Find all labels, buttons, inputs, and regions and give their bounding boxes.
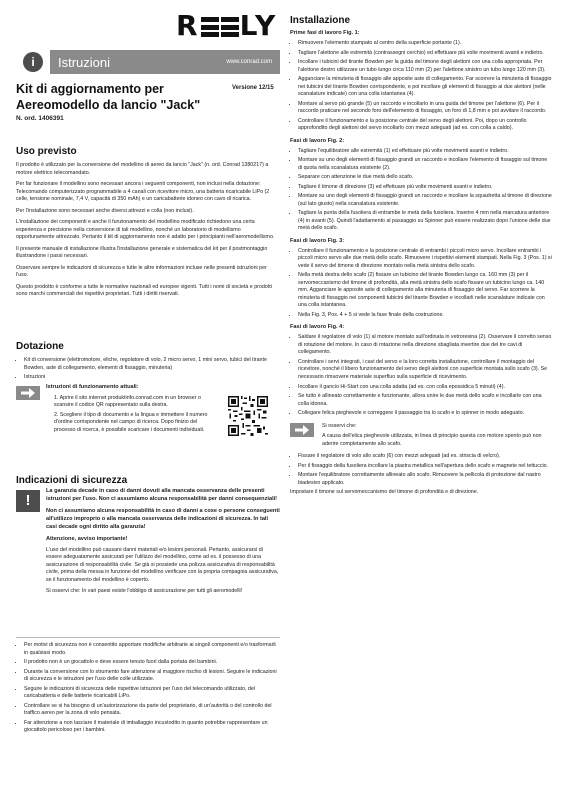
list-item: • Agganciare la minuteria di fissaggio alle apposite aste di collegamento. Far scorrere la minuteria di fissaggio nei tubicini del tirante Bowden corrispondente, e poi incollare gli elementi di fissaggio ai due alettoni (nelle scanalature indicate) con una colla istantanea (4). bbox=[298, 76, 552, 99]
list-item: • Controllare il funzionamento e la posizione centrale del servo degli alettoni. Poi, dopo un controllo approfondito degli alettoni del servo incollarlo con mezzi adeguati (ad es. con colla a caldo). bbox=[298, 118, 552, 133]
section-dotazione bbox=[16, 340, 280, 384]
paragraph: Per far funzionare il modellino sono necessari ancora i seguenti componenti, non inclusi nella dotazione: Telecomando computerizzato programmabile a 4 canali con ricevitore micro, una batteria ricaricabile LiPo (2 celle, tensione nominale, 7,4 V, capacità di 350 mAh) e un caricabatterie idoneo con cavo di ricarica. bbox=[16, 181, 270, 203]
safety-box bbox=[46, 488, 280, 600]
list-item: • Montare al servo più grande (5) un raccordo e incollarlo in una guida del timone per l'alettone (6). Per il raccordo praticare nel secondo foro dell'elemento di fissaggio, un foro di 1,8 mm e poi avvitare il raccordo. bbox=[298, 101, 552, 116]
list-item: • Controllare il funzionamento e la posizione centrale di entrambi i piccoli micro servo. Incollare entrambi i piccoli micro servo alle due metà dello scafo. Rimuovere i rispettivi elementi stampati. Nella Fig. 3 (Pos. 1) si vede il servo del timone di direzione montato nella metà sinistra dello scafo. bbox=[298, 248, 552, 271]
list-item: • Durante la conversione con lo strumento fare attenzione al maggiore rischio di lesioni. Seguire le indicazioni di sicurezza e le istruzioni per l'uso delle colle utilizzate. bbox=[24, 669, 280, 684]
list-item: • Nella Fig. 3, Pos. 4 + 5 si vede la fase finale della costruzione. bbox=[298, 312, 552, 320]
info-icon: i bbox=[23, 52, 43, 72]
version-label: Versione 12/15 bbox=[232, 85, 274, 91]
paragraph: Osservare sempre le indicazioni di sicurezza e tutte le altre informazioni incluse nelle presenti istruzioni per l'uso. bbox=[16, 264, 267, 279]
list-item: • Il prodotto non è un giocattolo e deve essere tenuto fuori dalla portata dei bambini. bbox=[24, 659, 280, 667]
list-item: • Istruzioni bbox=[24, 374, 280, 382]
attention-label: Attenzione, avviso importante! bbox=[46, 535, 128, 542]
list-item: • Montare su uno degli elementi di fissaggio grandi un raccordo e incollare la squadretta al timone di direzione (sul lato giusto) nella scanalatura esistente. bbox=[298, 193, 552, 208]
step-2: 2. Scegliere il tipo di documento e la lingua e immettere il numero d'ordine corrispondente nel campo di ricerca. Dopo finizio del processo di ricerca, è possibile scaricare i documenti individuati. bbox=[54, 411, 208, 433]
list-item: • Controllare se si ha bisogno di un'autorizzazione da parte del proprietario, di un'autorità o del controllo del traffico aereo per la zona di volo pensata. bbox=[24, 703, 280, 718]
closing-text: Impostare il timone sul servomeccanismo del timone di profondità e di direzione. bbox=[290, 489, 479, 496]
list-item: • Per il fissaggio della fusoliera incollare la piastra metallica nell'apertura dello scafo e magnete nel tettuccio. bbox=[298, 463, 552, 471]
fig4-title: Fasi di lavoro Fig. 4: bbox=[290, 324, 345, 331]
warning-icon: ! bbox=[16, 490, 40, 512]
download-title: Istruzioni di funzionamento attuali: bbox=[46, 384, 139, 390]
qr-code-icon[interactable] bbox=[228, 396, 268, 436]
list-item: • Tagliare la punta della fusoliera di entrambe le metà della fusoliera. Inserire 4 mm nella marcatura anteriore (4) in avanti (5). Quindi l'adattamento al passaggio su Spinner può essere realizzato dopo l'unione delle due metà dello scafo. bbox=[298, 210, 552, 233]
list-item: • Incollare i tubicini del tirante Bowden per la guida del timone degli alettoni con una colla appropriata. Per l'alettone destro utilizzare un tubo lungo circa 110 mm (2) per l'alettone sinistro un tubo lungo 120 mm (3). bbox=[298, 59, 552, 74]
list-item: • Rimuovere l'elemento stampato al centro della superficie portante (1). bbox=[298, 40, 552, 48]
arrow-right-icon bbox=[295, 425, 309, 435]
insurance-paragraph: L'uso del modellino può causare danni materiali e/o lesioni personali. Pertanto, assicurarsi di essere adeguatamente assicurati per l'utilizzo del modellino, come ad es. il possesso di una assicurazione di responsabilità civile. Se già si possiede una polizza assicurativa di responsabilità civile, prima della messa in funzione del modellino verificare con la propria compagnia assicurativa, se il funzionamento del modellino è coperto. bbox=[46, 546, 279, 583]
list-item: • Tagliare il timone di direzione (3) ed effettuare più volte movimenti avanti e indietro. bbox=[298, 184, 552, 192]
warranty-notice: La garanzia decade in caso di danni dovuti alla mancata osservanza delle presenti istruzioni per l'uso. Non ci assumiamo alcuna responsabilità per danni consequenziali! bbox=[46, 488, 278, 502]
section-installazione bbox=[290, 14, 552, 501]
liability-notice: Non ci assumiamo alcuna responsabilità in caso di danni a cose o persone conseguenti all'utilizzo improprio o alla mancata osservanza delle indicazioni di sicurezza. In tali casi decade ogni diritto alla garanzia! bbox=[46, 507, 280, 530]
info-icon-box bbox=[16, 50, 50, 74]
list-item: • Per motivi di sicurezza non è consentito apportare modifiche arbitrarie ai singoli componenti e/o trasformarli in qualsiasi modo. bbox=[24, 642, 280, 657]
note-box bbox=[290, 423, 552, 449]
list-item: • Seguire le indicazioni di sicurezza delle rispettive istruzioni per l'uso del telecomando utilizzato, del caricabatteria e delle batterie ricaricabili LiPo. bbox=[24, 686, 280, 701]
list-item: • Far attenzione a non lasciare il materiale di imballaggio incustodito in quanto potrebbe rappresentare un giocattolo pericoloso per i bambini. bbox=[24, 720, 280, 735]
paragraph: Questo prodotto è conforme a tutte le normative nazionali ed europee vigenti. Tutti i nomi di società e prodotti sono marchi commerciali dei rispettivi proprietari. Tutti i diritti riservati. bbox=[16, 283, 272, 298]
fig2-title: Fasi di lavoro Fig. 2: bbox=[290, 137, 345, 144]
paragraph: Il prodotto è utilizzato per la conversione del modellino di aereo da lancio "Jack" (n. ord. Conrad 1380217) a motore elettrico telecomandato. bbox=[16, 162, 269, 176]
note-title: Si osservi che: bbox=[322, 422, 357, 429]
list-item: • Collegare felica pieghevole e correggere il passaggio tra lo scafo e lo spinner in modo adeguato. bbox=[298, 410, 552, 418]
order-number: N. ord. 1406391 bbox=[16, 115, 64, 122]
heading-sicurezza: Indicazioni di sicurezza bbox=[16, 475, 128, 486]
fig3-title: Fasi di lavoro Fig. 3: bbox=[290, 237, 345, 244]
list-item: • Montare l'equilibratore correttamente allineato allo scafo. Rimuovere la pellicola di protezione dal nastro biadesivo applicato. bbox=[298, 472, 552, 487]
heading-dotazione: Dotazione bbox=[16, 341, 64, 352]
banner-label: Istruzioni bbox=[58, 55, 111, 70]
page-title: Kit di aggiornamento per Aereomodello da lancio "Jack" bbox=[16, 82, 201, 112]
paragraph: Il presente manuale di installazione illustra l'installazione generale e sistematica del kit per il postmontaggio illustrandone i passi necessari. bbox=[16, 245, 268, 260]
safety-list bbox=[16, 642, 280, 737]
list-item: • Kit di conversione (elettromotore, eliche, regolatore di volo, 2 micro servo, 1 mini servo, tubici del tirante Bowden, aste di collegamento, elementi di fissaggio, minuteria) bbox=[24, 357, 280, 372]
step-1: 1. Aprire il sito internet produktinfo.conrad.com in un browser o scansire il codice QR rappresentato sulla destra. bbox=[54, 394, 201, 409]
fig1-title: Prime fasi di lavoro Fig. 1: bbox=[290, 30, 360, 37]
note-text: A causa dell'elica pieghevole utilizzata, in linea di principio questa con motore spento può non aderire completamente allo scafo. bbox=[322, 433, 542, 447]
arrow-right-icon bbox=[21, 388, 35, 398]
header-banner bbox=[16, 50, 280, 74]
brand-logo: R LY bbox=[176, 9, 278, 42]
heading-uso-previsto: Uso previsto bbox=[16, 146, 77, 157]
arrow-icon-box bbox=[16, 386, 40, 400]
list-item: • Nella metà destra dello scafo (2) fissare un tubicino del tirante Bowden lungo ca. 160 mm (3) per il servomeccanismo del timone di profondità, alla metà sinistra dello scafo fissare un tubicino lungo ca. 140 mm. Agganciare le apposite aste di collegamento alla minuteria di fissaggio del servo. Far scorrere la minuteria di fissaggio nei componenti tubicini del tirante Bowden e incollarli nelle scanalature indicate con una colla istantanea. bbox=[298, 272, 552, 310]
paragraph: L'installazione dei componenti e anche il funzionamento del modellino modificato richiedono una certa esperienza e precisione nella conversione di tali modellino, nonché un laboratorio di modellismo opportunamente attrezzato. Pertanto il kit di aggiornamento non è adatto per i principianti nell'aeromodellismo. bbox=[16, 219, 275, 241]
paragraph: Per l'installazione sono necessari anche diversi attrezzi e colla (non inclusi). bbox=[16, 207, 194, 214]
heading-installazione: Installazione bbox=[290, 15, 351, 26]
list-item: • Separare con attenzione le due metà dello scafo. bbox=[298, 174, 552, 182]
list-item: • Se tutto è allineato correttamente e funzionante, allora unire le due metà dello scafo e incollarle con una colla idonea. bbox=[298, 393, 552, 408]
insurance-note: Si osservi che: In vari paesi esiste l'obbligo di assicurazione per tutti gli aeromodelli! bbox=[46, 588, 243, 595]
list-item: • Tagliare l'equilibratore alle estremità (1) ed effettuare più volte movimenti avanti e indietro. bbox=[298, 148, 552, 156]
list-item: • Saldare il regolatore di volo (1) al motore montato sull'ordinata in vetroresina (2). Osservare il corretto senso di rotazione del motore. In caso di rotazione nella direzione sbagliata invertire due dei tre cavi di collegamento. bbox=[298, 334, 552, 357]
banner-url[interactable]: www.conrad.com bbox=[226, 59, 272, 65]
instructions-download bbox=[46, 384, 214, 435]
divider bbox=[16, 637, 280, 638]
arrow-icon-box bbox=[290, 423, 314, 437]
list-item: • Controllare i servi integrati, i cavi del servo e la loro corretta installazione, controllare il montaggio del ricevitore, nonché il libero funzionamento del servo degli alettoni con superficie montata sullo scafo (3). Se necessario rimuovere materiale superfluo sulla superficie di ricevimento. bbox=[298, 359, 552, 382]
list-item: • Fissare il regolatore di volo allo scafo (6) con mezzi adeguati (ad es. striscia di velcro). bbox=[298, 453, 552, 461]
list-item: • Montare su uno degli elementi di fissaggio grandi un raccordo e incollare l'elemento di fissaggio sul timone di quota nella scanalatura esistente (2). bbox=[298, 157, 552, 172]
section-sicurezza bbox=[16, 474, 280, 488]
list-item: • Tagliare l'alettone alle estremità (contrassegni cerchio) ed effettuare più volte movimenti avanti e indietro. bbox=[298, 50, 552, 58]
section-uso-previsto bbox=[16, 145, 280, 303]
list-item: • Incollare il gancio Hi-Start con una colla adatta (ad es. con colla epossidica 5 minuti) (4). bbox=[298, 384, 552, 392]
